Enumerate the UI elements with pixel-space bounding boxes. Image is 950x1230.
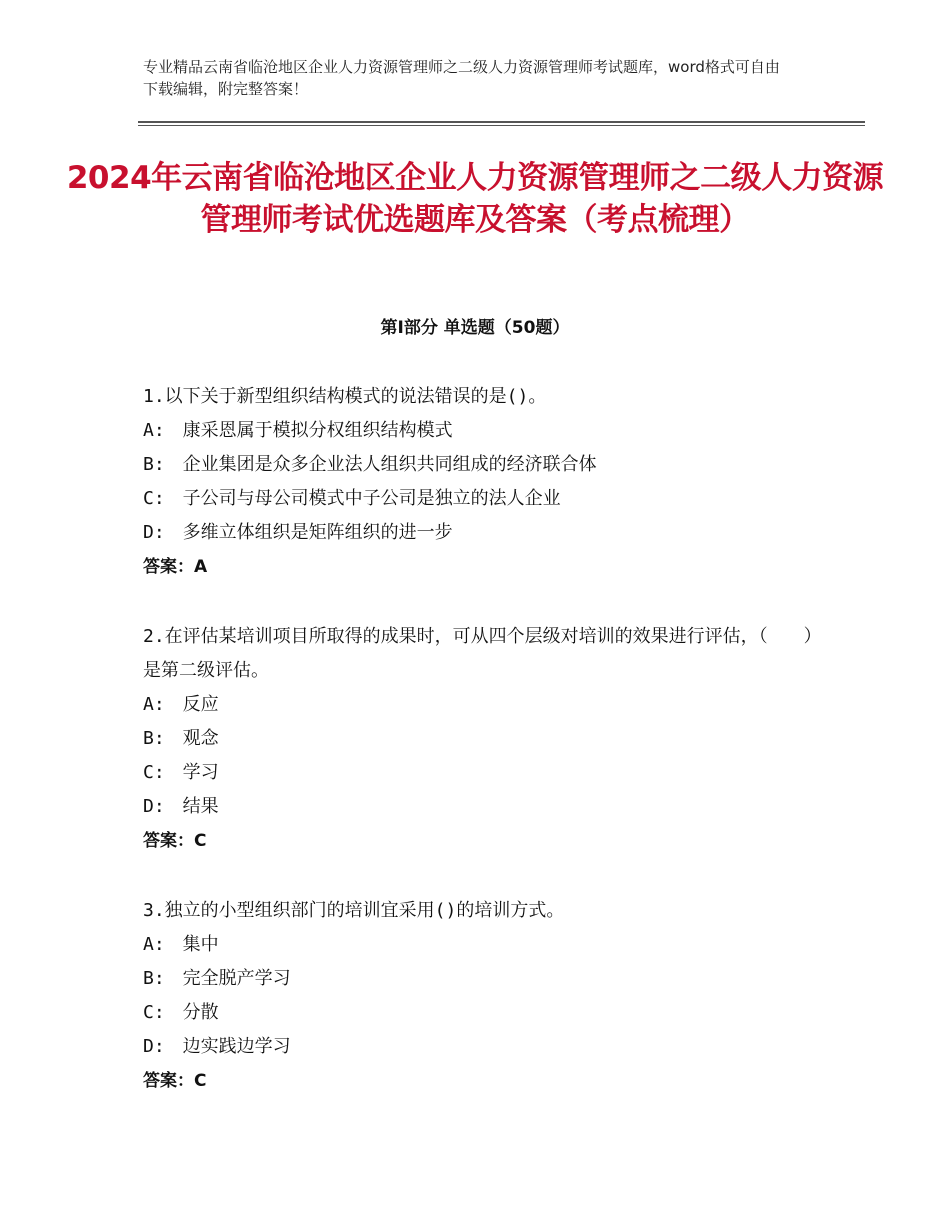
option-a: A: 集中	[143, 934, 219, 955]
option-c: C: 分散	[143, 1002, 219, 1023]
header-divider-thick	[138, 121, 865, 123]
option-a: A: 康采恩属于模拟分权组织结构模式	[143, 420, 453, 441]
document-title: 2024年云南省临沧地区企业人力资源管理师之二级人力资源管理师考试优选题库及答案（考点梳理）	[66, 160, 884, 238]
answer: 答案：C	[143, 831, 207, 851]
option-d: D: 边实践边学习	[143, 1036, 291, 1057]
question-list	[143, 380, 813, 1134]
question-stem: 3.独立的小型组织部门的培训宜采用()的培训方式。	[143, 900, 565, 921]
option-a: A: 反应	[143, 694, 219, 715]
header-divider-thin	[138, 125, 865, 126]
option-b: B: 观念	[143, 728, 219, 749]
option-d: D: 结果	[143, 796, 219, 817]
question-1	[143, 380, 813, 584]
question-stem: 2.在评估某培训项目所取得的成果时，可从四个层级对培训的效果进行评估，（ ）是第二级评估。	[143, 626, 813, 681]
answer: 答案：A	[143, 557, 208, 577]
question-2	[143, 620, 813, 858]
option-d: D: 多维立体组织是矩阵组织的进一步	[143, 522, 453, 543]
section-heading: 第Ⅰ部分 单选题（50题）	[380, 318, 570, 338]
header-note: 专业精品云南省临沧地区企业人力资源管理师之二级人力资源管理师考试题库，word格式可自由下载编辑，附完整答案！	[143, 58, 780, 98]
answer: 答案：C	[143, 1071, 207, 1091]
option-b: B: 企业集团是众多企业法人组织共同组成的经济联合体	[143, 454, 597, 475]
option-c: C: 学习	[143, 762, 219, 783]
option-c: C: 子公司与母公司模式中子公司是独立的法人企业	[143, 488, 561, 509]
question-3	[143, 894, 813, 1098]
option-b: B: 完全脱产学习	[143, 968, 291, 989]
question-stem: 1.以下关于新型组织结构模式的说法错误的是()。	[143, 386, 547, 407]
